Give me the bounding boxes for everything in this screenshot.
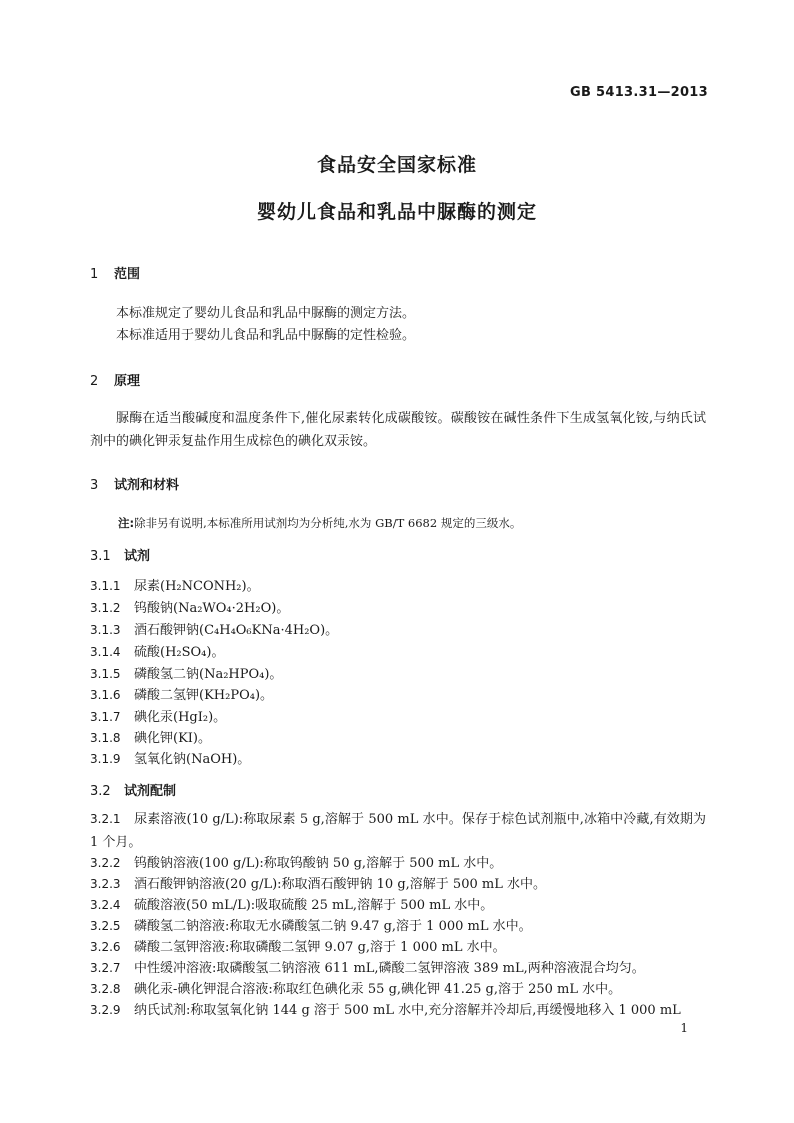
item-number: 3.2.3 [90,877,121,891]
item-text: 磷酸二氢钾溶液:称取磷酸二氢钾 9.07 g,溶于 1 000 mL 水中。 [134,940,506,955]
item-text: 钨酸钠(Na₂WO₄·2H₂O)。 [134,601,290,616]
standard-code: GB 5413.31—2013 [570,85,708,100]
item-text: 硫酸(H₂SO₄)。 [134,645,225,660]
item-text: 中性缓冲溶液:取磷酸氢二钠溶液 611 mL,磷酸二氢钾溶液 389 mL,两种溶液混合均匀。 [134,961,645,976]
note-text: 除非另有说明,本标准所用试剂均为分析纯,水为 GB/T 6682 规定的三级水。 [134,516,522,530]
item-text: 碘化汞(HgI₂)。 [134,710,227,725]
subsection-heading-reagent-preparation [90,780,176,799]
item-text: 尿素溶液(10 g/L):称取尿素 5 g,溶解于 500 mL 水中。保存于棕色试剂瓶中,冰箱中冷藏,有效期为 1 个月。 [90,812,706,850]
item-number: 3.1.4 [90,645,121,659]
section-title: 范围 [114,267,141,282]
page-number: 1 [680,1021,688,1035]
item-number: 3.2.6 [90,940,121,954]
item-number: 3.1.5 [90,667,121,681]
scope-paragraph-2: 本标准适用于婴幼儿食品和乳品中脲酶的定性检验。 [116,328,416,343]
note [118,515,521,531]
section-heading-principle [90,370,140,389]
note-label: 注: [118,516,135,530]
item-text: 磷酸二氢钾(KH₂PO₄)。 [134,688,274,703]
section-number: 3.1 [90,549,111,564]
list-item [90,575,710,598]
item-number: 3.2.9 [90,1003,121,1017]
list-item [90,936,710,959]
list-item [90,663,710,686]
section-number: 3.2 [90,784,111,799]
item-text: 碘化汞-碘化钾混合溶液:称取红色碘化汞 55 g,碘化钾 41.25 g,溶于 250 mL 水中。 [134,982,622,997]
item-text: 硫酸溶液(50 mL/L):吸取硫酸 25 mL,溶解于 500 mL 水中。 [134,898,494,913]
principle-paragraph: 脲酶在适当酸碱度和温度条件下,催化尿素转化成碳酸铵。碳酸铵在碱性条件下生成氢氧化铵,与纳氏试剂中的碘化钾汞复盐作用生成棕色的碘化双汞铵。 [90,411,706,449]
item-text: 磷酸氢二钠(Na₂HPO₄)。 [134,667,283,682]
section-title: 原理 [114,374,141,389]
list-item [90,641,710,664]
list-item [90,915,710,938]
subsection-heading-reagents [90,545,150,564]
item-number: 3.2.4 [90,898,121,912]
list-item [90,748,710,771]
scope-paragraph-1: 本标准规定了婴幼儿食品和乳品中脲酶的测定方法。 [116,306,416,321]
item-text: 钨酸钠溶液(100 g/L):称取钨酸钠 50 g,溶解于 500 mL 水中。 [134,856,503,871]
item-text: 尿素(H₂NCONH₂)。 [134,579,260,594]
list-item [90,597,710,620]
item-number: 3.1.1 [90,579,121,593]
section-number: 2 [90,374,99,389]
section-title: 试剂和材料 [114,478,180,493]
item-number: 3.2.8 [90,982,121,996]
list-item [90,684,710,707]
item-number: 3.2.1 [90,812,121,826]
list-item [90,619,710,642]
document-title: 食品安全国家标准 [316,154,477,176]
section-title: 试剂 [124,549,151,564]
document-subtitle: 婴幼儿食品和乳品中脲酶的测定 [256,201,537,223]
section-number: 1 [90,267,99,282]
list-item [90,894,710,917]
list-item [90,873,710,896]
list-item [90,808,706,854]
item-number: 3.2.5 [90,919,121,933]
list-item [90,727,710,750]
item-text: 纳氏试剂:称取氢氧化钠 144 g 溶于 500 mL 水中,充分溶解并冷却后,再缓慢地移入 1 000 mL [134,1003,681,1018]
item-text: 碘化钾(KI)。 [134,731,211,746]
item-text: 酒石酸钾钠(C₄H₄O₆KNa·4H₂O)。 [134,623,339,638]
section-title: 试剂配制 [124,784,177,799]
item-number: 3.1.7 [90,710,121,724]
list-item [90,978,710,1001]
item-number: 3.1.6 [90,688,121,702]
item-number: 3.2.2 [90,856,121,870]
list-item [90,999,710,1022]
list-item [90,706,710,729]
item-text: 磷酸氢二钠溶液:称取无水磷酸氢二钠 9.47 g,溶于 1 000 mL 水中。 [134,919,532,934]
item-number: 3.1.9 [90,752,121,766]
item-text: 氢氧化钠(NaOH)。 [134,752,251,767]
list-item [90,957,710,980]
item-number: 3.1.8 [90,731,121,745]
section-number: 3 [90,478,99,493]
list-item [90,852,710,875]
item-number: 3.1.2 [90,601,121,615]
section-heading-reagents-materials [90,474,179,493]
section-heading-scope [90,263,140,282]
item-number: 3.2.7 [90,961,121,975]
item-number: 3.1.3 [90,623,121,637]
item-text: 酒石酸钾钠溶液(20 g/L):称取酒石酸钾钠 10 g,溶解于 500 mL 水中。 [134,877,546,892]
